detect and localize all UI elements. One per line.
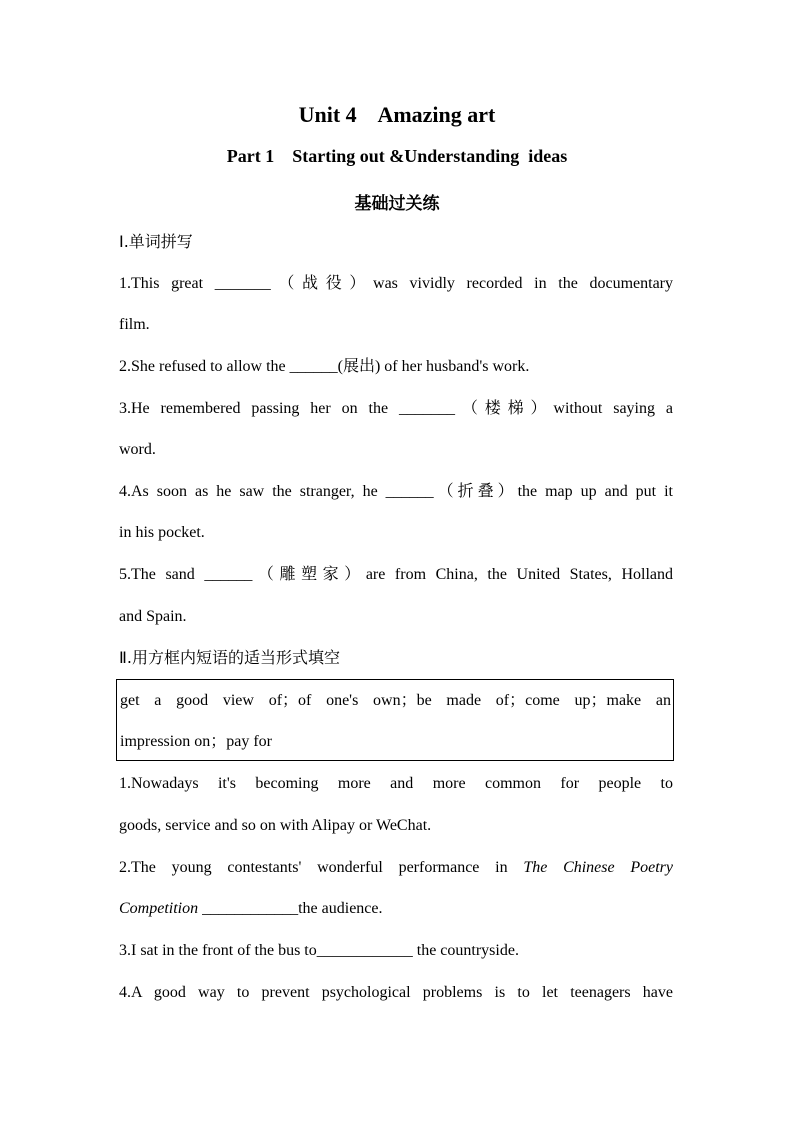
section1-heading: Ⅰ.单词拼写	[119, 232, 193, 251]
s1-q1-line1: 1.This great _______（战役）was vividly recorded in the documentary	[119, 275, 673, 292]
s2-q2-title-part2: Competition	[119, 900, 199, 917]
s2-q2-blank-text: ____________the audience.	[198, 900, 383, 917]
s1-q3-line1: 3.He remembered passing her on the _______（楼梯）without saying a	[119, 400, 673, 417]
exercise-subtitle: 基础过关练	[354, 194, 440, 214]
s1-q5-line1: 5.The sand ______（雕塑家）are from China, the United States, Holland	[119, 566, 673, 583]
phrase-box	[116, 679, 674, 761]
unit-title: Unit 4 Amazing art	[298, 102, 496, 127]
s2-q2-line2	[119, 898, 673, 920]
s2-q1-line2: goods, service and so on with Alipay or WeChat.	[119, 817, 432, 834]
s2-q3-line1: 3.I sat in the front of the bus to____________ the countryside.	[119, 942, 519, 959]
s1-q4-line2: in his pocket.	[119, 524, 205, 541]
phrase-box-line2: impression on；pay for	[120, 733, 272, 750]
s1-q5-line2: and Spain.	[119, 608, 187, 625]
s2-q4-line1: 4.A good way to prevent psychological problems is to let teenagers have	[119, 984, 673, 1001]
s1-q1-line2: film.	[119, 316, 150, 333]
s1-q2-line1: 2.She refused to allow the ______(展出) of her husband's work.	[119, 358, 530, 375]
s2-q2-line1	[119, 857, 673, 879]
s1-q3-line2: word.	[119, 441, 156, 458]
s2-q1-line1: 1.Nowadays it's becoming more and more common for people to	[119, 775, 673, 792]
s2-q2-text: 2.The young contestants' wonderful performance in	[119, 859, 524, 876]
section2-heading: Ⅱ.用方框内短语的适当形式填空	[119, 648, 340, 667]
s1-q4-line1: 4.As soon as he saw the stranger, he ______（折叠）the map up and put it	[119, 483, 673, 500]
s2-q2-title-part1: The Chinese Poetry	[523, 859, 673, 876]
phrase-box-line1: get a good view of；of one's own；be made of；come up；make an	[120, 692, 671, 709]
part-title: Part 1 Starting out &Understanding ideas	[226, 146, 568, 166]
